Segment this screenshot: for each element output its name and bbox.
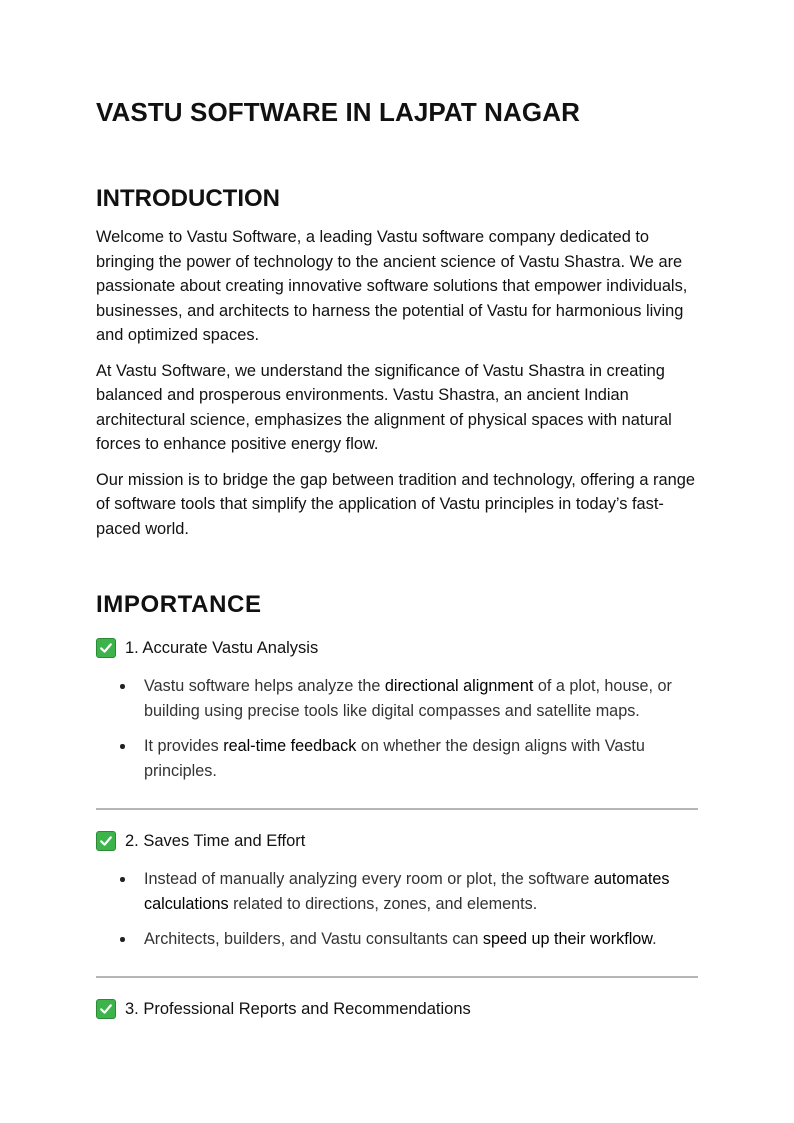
bullet-emphasis: real-time feedback [223,737,357,755]
intro-paragraph: At Vastu Software, we understand the significance of Vastu Shastra in creating balanced and prosperous environments. Vastu Shastra, an ancient Indian architectural science, emphasizes the alignment of physical spaces with natural forces to enhance positive energy flow. [96,361,672,453]
section-title: 1. Accurate Vastu Analysis [125,638,319,657]
bullet-text: Instead of manually analyzing every room or plot, the software [144,870,594,888]
bullet-text: of a plot, house, or building using precise tools like digital compasses and satellite maps. [144,677,672,720]
bullet-emphasis: speed up their workflow [482,930,653,948]
intro-paragraph: Our mission is to bridge the gap between tradition and technology, offering a range of software tools that simplify the application of Vastu principles in today’s fast-paced world. [96,470,695,538]
section-heading [96,636,698,660]
bullet-text: It provides [144,737,224,755]
section-title: 2. Saves Time and Effort [125,831,306,850]
introduction-body [96,225,698,552]
section-heading [96,997,698,1021]
importance-section-2 [96,829,698,963]
bullet-text: Architects, builders, and Vastu consultants can [144,930,483,948]
intro-paragraph: Welcome to Vastu Software, a leading Vastu software company dedicated to bringing the power of technology to the ancient science of Vastu Shastra. We are passionate about creating innovative software solutions that empower individuals, businesses, and architects to harness the potential of Vastu for harmonious living and optimized spaces. [96,228,688,344]
bullet-text: related to directions, zones, and elements. [228,894,538,913]
check-mark-icon [96,831,116,851]
bullet-emphasis: directional alignment [384,677,534,695]
list-item [96,674,698,723]
section-divider [96,808,698,810]
bullet-text: on whether the design aligns with Vastu principles. [144,737,645,780]
importance-section-1 [96,636,698,794]
list-item [96,867,698,916]
introduction-heading: INTRODUCTION [96,185,280,212]
bullet-list [96,674,698,783]
section-title: 3. Professional Reports and Recommendations [125,999,471,1018]
document-title: VASTU SOFTWARE IN LAJPAT NAGAR [96,97,580,127]
bullet-emphasis: automates calculations [144,870,670,913]
list-item [96,734,698,783]
section-heading [96,829,698,853]
importance-heading: IMPORTANCE [96,591,262,618]
bullet-text: Vastu software helps analyze the [144,677,385,695]
bullet-list [96,867,698,952]
check-mark-icon [96,638,116,658]
importance-section-3 [96,997,698,1021]
list-item [96,927,698,952]
bullet-text: . [652,930,657,948]
check-mark-icon [96,999,116,1019]
section-divider [96,976,698,978]
